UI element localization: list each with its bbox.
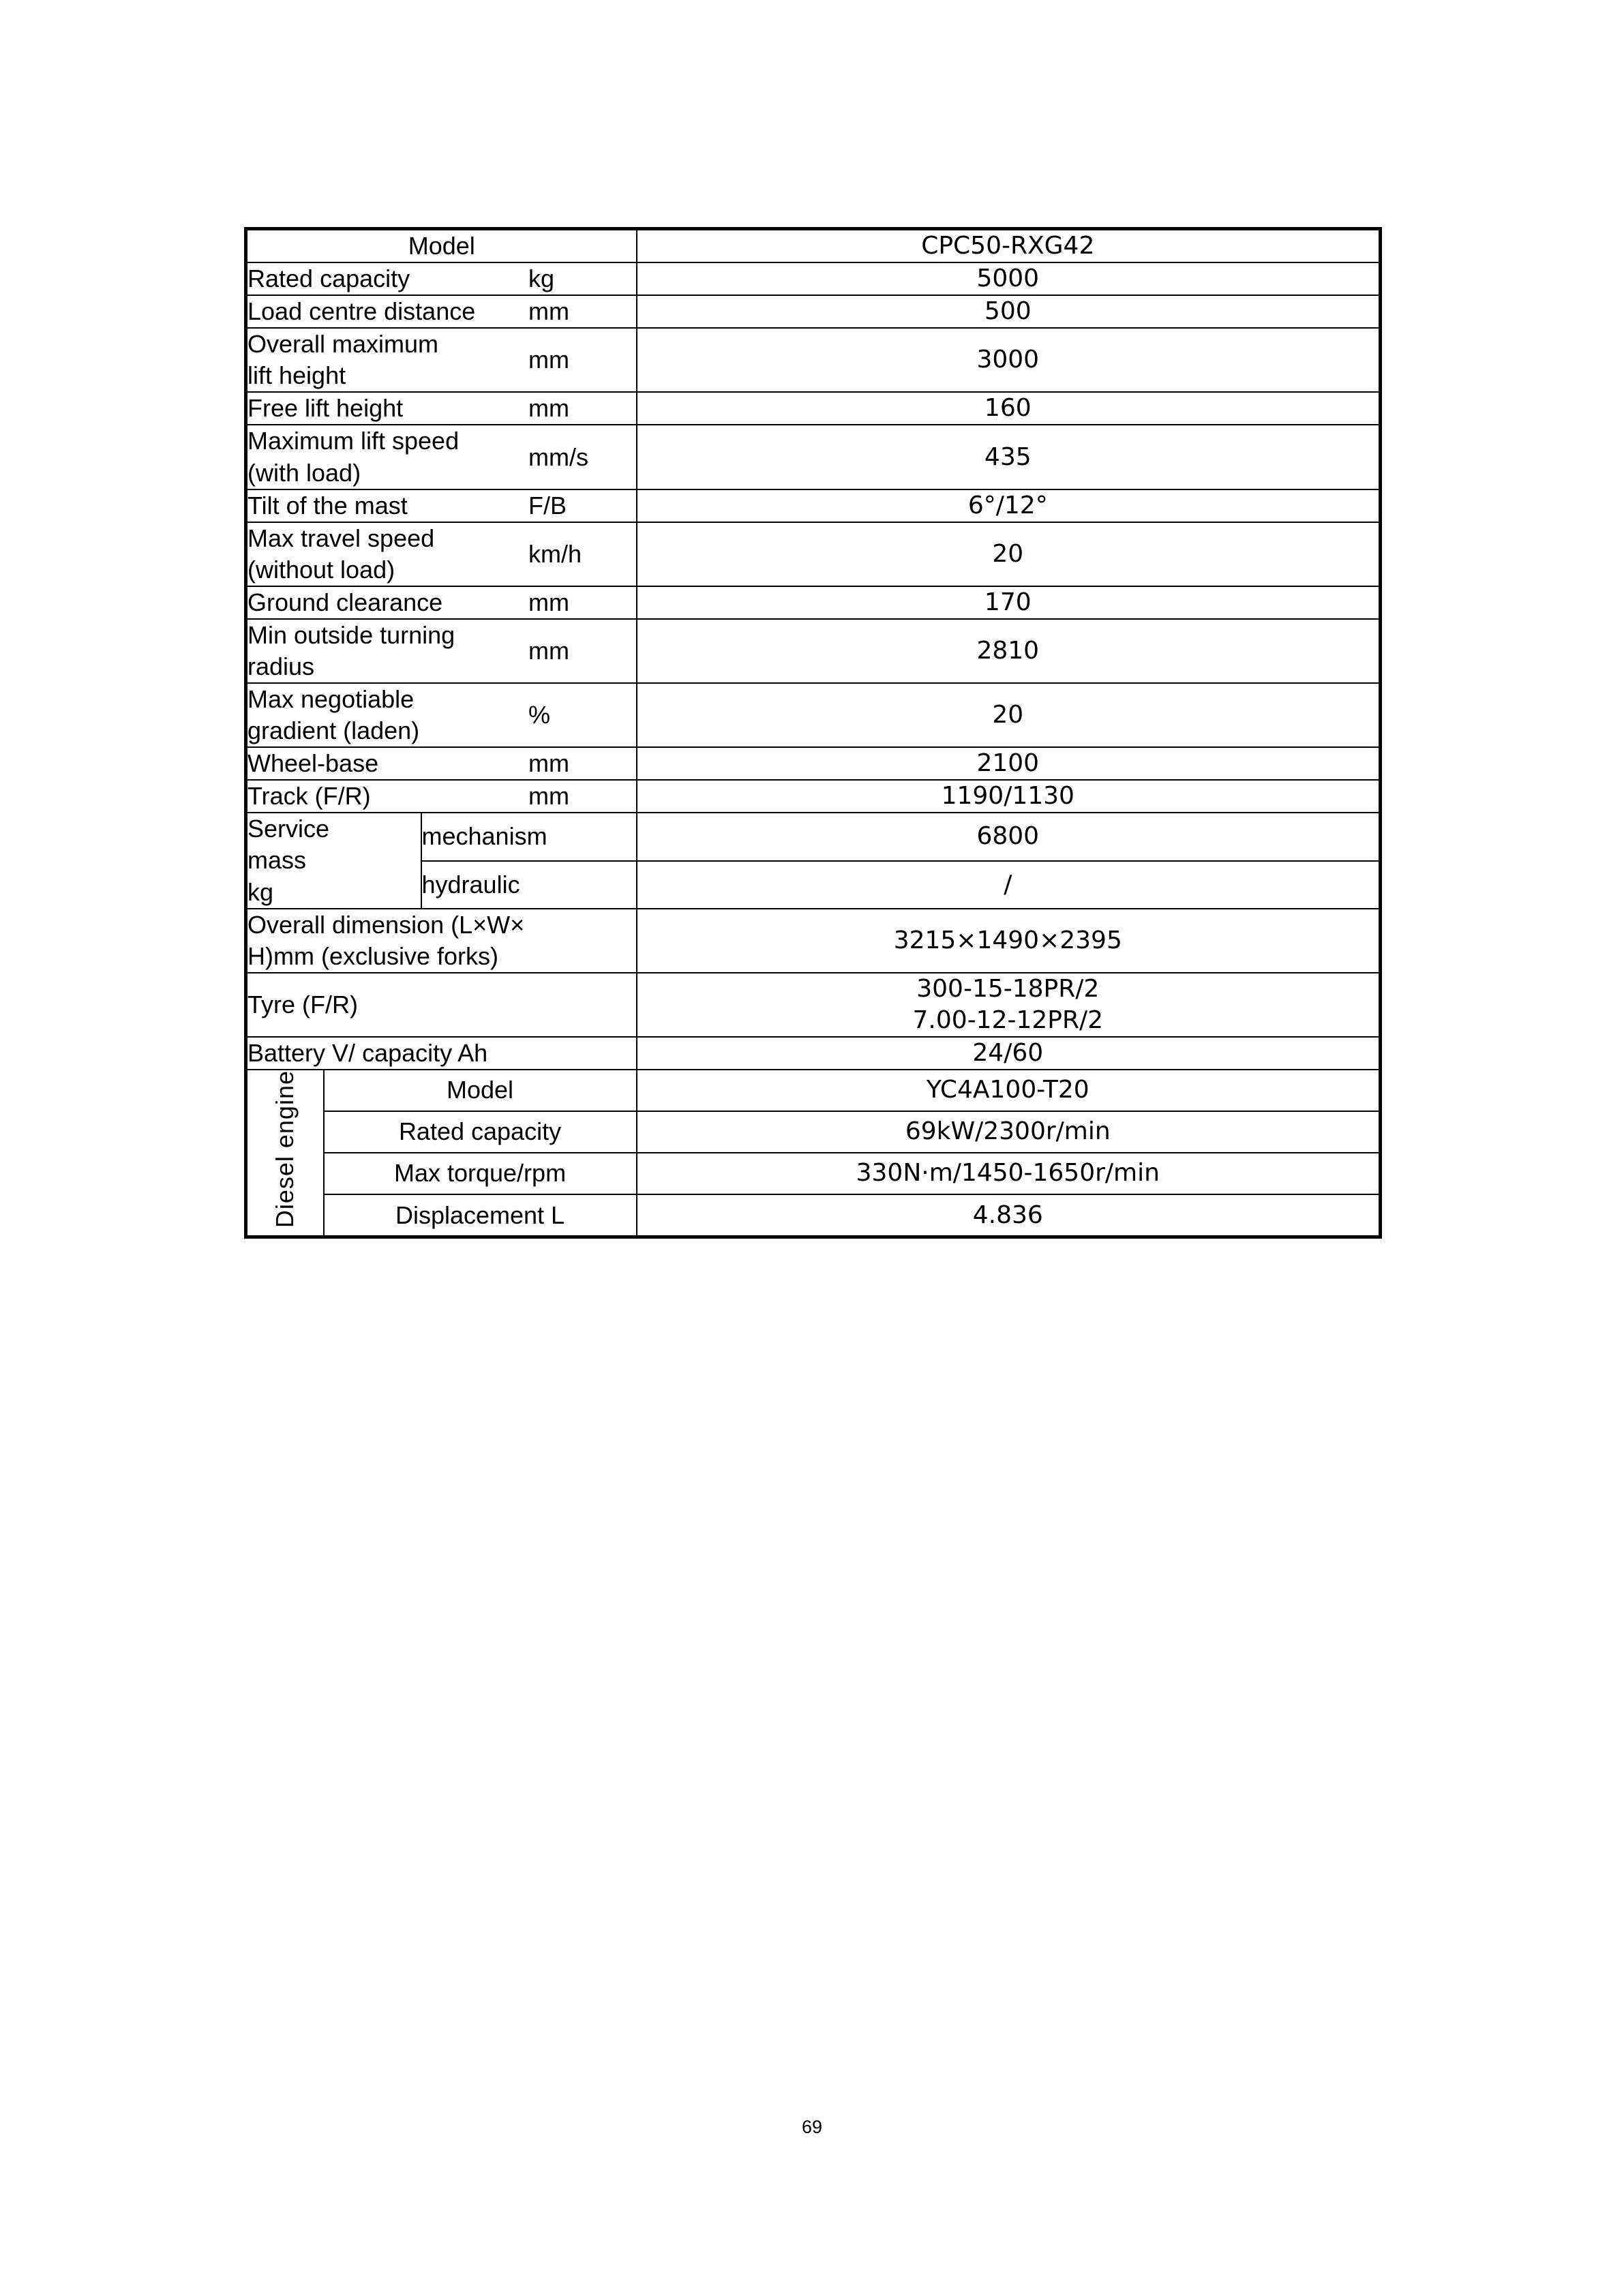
- spec-label-text: Ground clearance: [247, 588, 443, 616]
- service-mass-item-value: /: [637, 861, 1381, 909]
- spec-unit-text: mm: [528, 346, 569, 374]
- spec-label-text: Rated capacity: [247, 265, 410, 293]
- header-model-value: CPC50-RXG42: [637, 229, 1381, 263]
- table-row: [246, 747, 1381, 780]
- spec-label-text: Maximum lift speed (with load): [247, 427, 460, 487]
- spec-label-text: Free lift height: [247, 394, 404, 423]
- table-row: [246, 909, 1381, 973]
- spec-label-cell: [246, 780, 637, 813]
- diesel-engine-item-value: YC4A100-T20: [637, 1070, 1381, 1111]
- table-row: [246, 1153, 1381, 1194]
- diesel-engine-item-label: Max torque/rpm: [324, 1153, 637, 1194]
- table-row: [246, 780, 1381, 813]
- spec-value-cell: 2810: [637, 619, 1381, 683]
- spec-value-cell: 5000: [637, 262, 1381, 295]
- spec-value-cell: 170: [637, 586, 1381, 619]
- spec-label-cell: [246, 586, 637, 619]
- table-row: [246, 586, 1381, 619]
- spec-value-cell: 500: [637, 295, 1381, 328]
- table-row: [246, 1070, 1381, 1111]
- service-mass-item-label: mechanism: [421, 813, 637, 860]
- tyre-label: Tyre (F/R): [246, 973, 637, 1037]
- table-row: [246, 1037, 1381, 1070]
- spec-unit-text: F/B: [528, 491, 567, 519]
- spec-value-cell: 1190/1130: [637, 780, 1381, 813]
- spec-label-cell: [246, 262, 637, 295]
- spec-label-text: Tilt of the mast: [247, 491, 408, 519]
- spec-label-cell: [246, 747, 637, 780]
- diesel-engine-item-value: 69kW/2300r/min: [637, 1111, 1381, 1153]
- spec-label-text: Max negotiable gradient (laden): [247, 685, 420, 745]
- spec-label-cell: [246, 522, 637, 586]
- spec-unit-text: mm/s: [528, 442, 588, 471]
- table-row: [246, 295, 1381, 328]
- tyre-value-cell: [637, 973, 1381, 1037]
- table-row: [246, 619, 1381, 683]
- spec-label-cell: [246, 619, 637, 683]
- diesel-engine-item-label: Rated capacity: [324, 1111, 637, 1153]
- spec-value-cell: 6°/12°: [637, 489, 1381, 522]
- spec-unit-text: mm: [528, 297, 569, 326]
- spec-unit-text: mm: [528, 749, 569, 778]
- diesel-engine-group-label-text: Diesel engine: [271, 1070, 299, 1228]
- service-mass-item-value: 6800: [637, 813, 1381, 860]
- spec-unit-text: mm: [528, 588, 569, 616]
- table-row-header: [246, 229, 1381, 263]
- spec-label-cell: [246, 295, 637, 328]
- table-row: [246, 392, 1381, 425]
- spec-value-cell: 20: [637, 683, 1381, 747]
- tyre-value-rear: 7.00-12-12PR/2: [912, 1006, 1104, 1034]
- table-row: [246, 328, 1381, 392]
- spec-label-text: Max travel speed (without load): [247, 524, 435, 584]
- spec-value-cell: 2100: [637, 747, 1381, 780]
- spec-label-text: Wheel-base: [247, 749, 379, 778]
- table-row: [246, 1194, 1381, 1237]
- spec-value-cell: 435: [637, 425, 1381, 489]
- header-model-label: Model: [246, 229, 637, 263]
- battery-label: Battery V/ capacity Ah: [246, 1037, 637, 1070]
- table-row: [246, 489, 1381, 522]
- spec-unit-text: mm: [528, 394, 569, 423]
- spec-unit-text: mm: [528, 782, 569, 811]
- spec-label-cell: [246, 425, 637, 489]
- spec-label-cell: [246, 328, 637, 392]
- spec-label-text: Min outside turning radius: [247, 620, 455, 681]
- spec-label-text: Track (F/R): [247, 782, 371, 811]
- spec-label-cell: [246, 683, 637, 747]
- overall-dimension-value: 3215×1490×2395: [637, 909, 1381, 973]
- service-mass-item-label: hydraulic: [421, 861, 637, 909]
- service-mass-group-label: Service mass kg: [246, 813, 421, 908]
- page-number: 69: [801, 2117, 823, 2137]
- spec-unit-text: kg: [528, 265, 555, 293]
- spec-value-cell: 160: [637, 392, 1381, 425]
- table-row: [246, 1111, 1381, 1153]
- spec-label-cell: [246, 489, 637, 522]
- table-row: [246, 522, 1381, 586]
- diesel-engine-item-label: Model: [324, 1070, 637, 1111]
- forklift-specification-table: [244, 227, 1382, 1239]
- table-row: [246, 425, 1381, 489]
- spec-unit-text: mm: [528, 636, 569, 665]
- overall-dimension-label: Overall dimension (L×W× H)mm (exclusive forks): [246, 909, 637, 973]
- table-row: [246, 813, 1381, 860]
- diesel-engine-group-label: [246, 1070, 324, 1237]
- spec-unit-text: %: [528, 701, 551, 729]
- table-row: [246, 262, 1381, 295]
- battery-value: 24/60: [637, 1037, 1381, 1070]
- spec-value-cell: 20: [637, 522, 1381, 586]
- table-row: [246, 973, 1381, 1037]
- spec-label-text: Overall maximum lift height: [247, 330, 439, 390]
- spec-label-text: Load centre distance: [247, 297, 476, 326]
- table-row: [246, 683, 1381, 747]
- diesel-engine-item-value: 330N·m/1450-1650r/min: [637, 1153, 1381, 1194]
- diesel-engine-item-label: Displacement L: [324, 1194, 637, 1237]
- spec-label-cell: [246, 392, 637, 425]
- spec-unit-text: km/h: [528, 539, 582, 568]
- spec-value-cell: 3000: [637, 328, 1381, 392]
- tyre-value-front: 300-15-18PR/2: [916, 974, 1100, 1003]
- diesel-engine-item-value: 4.836: [637, 1194, 1381, 1237]
